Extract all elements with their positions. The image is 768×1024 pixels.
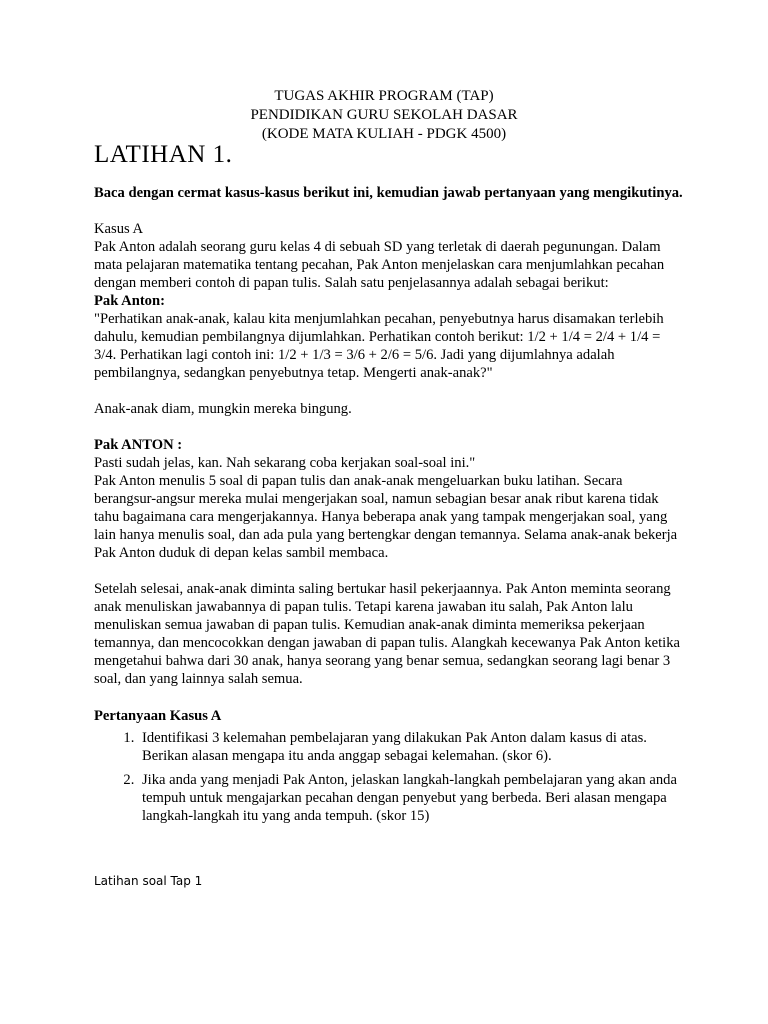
header-line-1: TUGAS AKHIR PROGRAM (TAP) [274, 88, 494, 104]
document-body [94, 184, 684, 831]
exercise-title: LATIHAN 1. [94, 141, 233, 168]
quote-1: "Perhatikan anak-anak, kalau kita menjumlahkan pecahan, penyebutnya harus disamakan terlebih dahulu, kemudian pembilangnya dijumlahkan. Perhatikan contoh berikut: 1/2 + 1/4 = 2/4 + 1/4 = 3/4. Perhatikan lagi contoh ini: 1/2 + 1/3 = 3/6 + 2/6 = 5/6. Jadi yang dijumlahnya adalah pembilangnya, sedangkan penyebutnya tetap. Mengerti anak-anak?" [94, 311, 664, 381]
narrative-paragraph-2: Setelah selesai, anak-anak diminta saling bertukar hasil pekerjaannya. Pak Anton meminta seorang anak menuliskan jawabannya di papan tulis. Tetapi karena jawaban itu salah, Pak Anton lalu menuliskan semua jawaban di papan tulis. Kemudian anak-anak diminta memeriksa pekerjaan temannya, dan mencocokkan dengan jawaban di papan tulis. Alangkah kecewanya Pak Anton ketika mengetahui bahwa dari 30 anak, hanya seorang yang benar semua, sedangkan seorang lagi benar 3 soal, dan yang lainnya salah semua. [94, 581, 680, 687]
question-item-2: 2. Jika anda yang menjadi Pak Anton, jelaskan langkah-langkah pembelajaran yang akan anda tempuh untuk mengajarkan pecahan dengan penyebut yang berbeda. Beri alasan mengapa langkah-langkah itu yang anda tempuh. (skor 15) [138, 771, 684, 825]
kasus-a-intro: Pak Anton adalah seorang guru kelas 4 di sebuah SD yang terletak di daerah pegunungan. Dalam mata pelajaran matematika tentang pecahan, Pak Anton menjelaskan cara menjumlahkan pecahan dengan memberi contoh di papan tulis. Salah satu penjelasannya adalah sebagai berikut: [94, 239, 665, 291]
speaker-label-2: Pak ANTON : [94, 437, 183, 453]
questions-heading: Pertanyaan Kasus A [94, 708, 222, 724]
kasus-a-heading: Kasus A [94, 221, 144, 237]
speaker-label-1: Pak Anton: [94, 293, 165, 309]
questions-list [94, 729, 684, 825]
quote-2: Pasti sudah jelas, kan. Nah sekarang coba kerjakan soal-soal ini." [94, 455, 476, 471]
narrative-paragraph-1: Pak Anton menulis 5 soal di papan tulis dan anak-anak mengeluarkan buku latihan. Secara berangsur-angsur mereka mulai mengerjakan soal, namun sebagian besar anak ribut karena tidak tahu bagaimana cara mengerjakannya. Hanya beberapa anak yang tampak mengerjakan soal, yang lain hanya menulis soal, dan ada pula yang bertengkar dengan temannya. Selama anak-anak bekerja Pak Anton duduk di depan kelas sambil membaca. [94, 473, 678, 561]
header-line-3: (KODE MATA KULIAH - PDGK 4500) [261, 126, 507, 142]
instruction-text: Baca dengan cermat kasus-kasus berikut ini, kemudian jawab pertanyaan yang mengikutinya. [94, 185, 683, 201]
reaction-text: Anak-anak diam, mungkin mereka bingung. [94, 401, 352, 417]
question-item-1: 1. Identifikasi 3 kelemahan pembelajaran yang dilakukan Pak Anton dalam kasus di atas. Berikan alasan mengapa itu anda anggap sebagai kelemahan. (skor 6). [138, 729, 684, 765]
document-header [0, 87, 768, 144]
page-footer: Latihan soal Tap 1 [94, 874, 203, 888]
header-line-2: PENDIDIKAN GURU SEKOLAH DASAR [250, 107, 518, 123]
